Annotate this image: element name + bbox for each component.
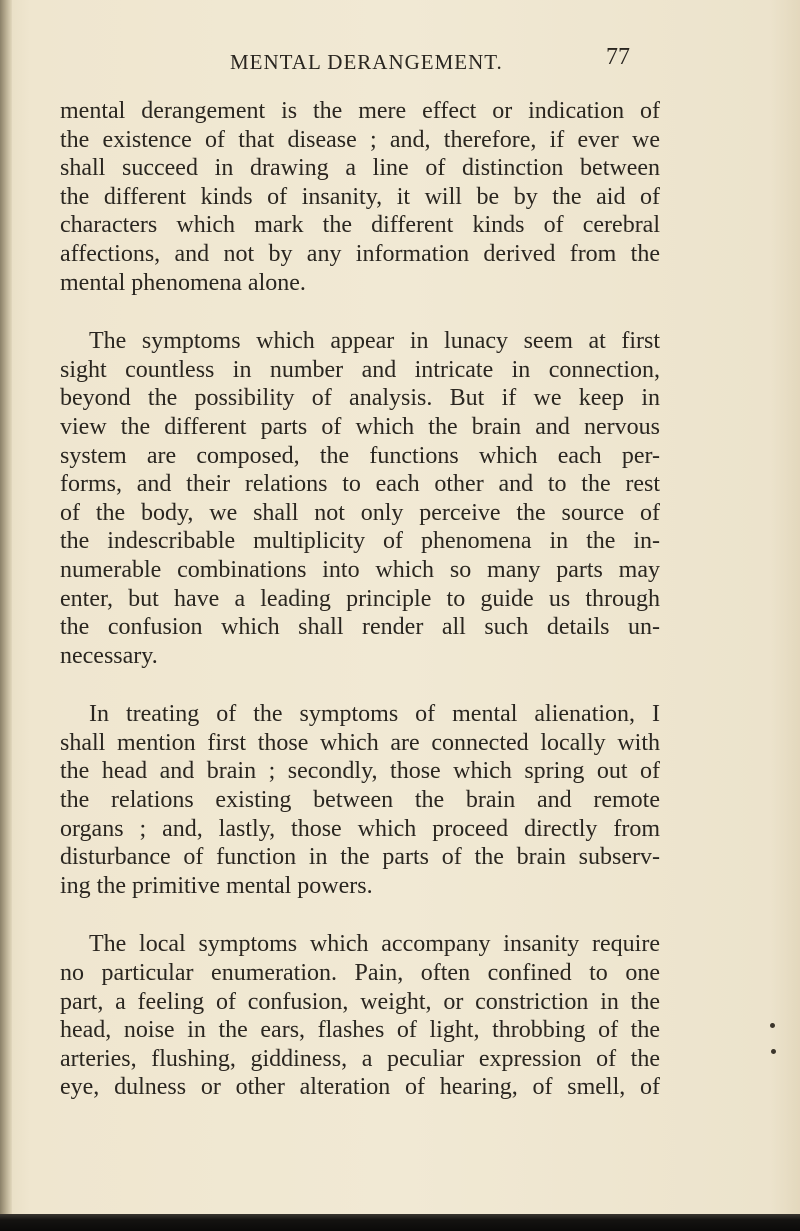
text-line: view the different parts of which the brain and nervous xyxy=(60,413,660,440)
text-line: arteries, flushing, giddiness, a peculiar expression of the xyxy=(60,1045,660,1072)
text-line: the indescribable multiplicity of phenomena in the in- xyxy=(60,528,660,555)
text-line: head, noise in the ears, flashes of light, throbbing of the xyxy=(60,1017,660,1044)
text-line: forms, and their relations to each other and to the rest xyxy=(60,471,660,498)
page-number: 77 xyxy=(606,44,630,70)
text-line: the different kinds of insanity, it will be by the aid of xyxy=(60,183,660,210)
text-line: of the body, we shall not only perceive the source of xyxy=(60,499,660,526)
text-line: the existence of that disease ; and, therefore, if ever we xyxy=(60,126,660,153)
paragraph-3 xyxy=(60,700,660,900)
text-line: disturbance of function in the parts of the brain subserv- xyxy=(60,844,660,871)
text-line: The local symptoms which accompany insanity require xyxy=(89,931,660,958)
text-line: shall succeed in drawing a line of distinction between xyxy=(60,155,660,182)
text-line: organs ; and, lastly, those which proceed directly from xyxy=(60,815,660,842)
text-line: part, a feeling of confusion, weight, or constriction in the xyxy=(60,988,660,1015)
text-line: In treating of the symptoms of mental alienation, I xyxy=(89,701,660,728)
ink-speck xyxy=(770,1023,775,1028)
text-line: the confusion which shall render all such details un- xyxy=(60,614,660,641)
text-line: affections, and not by any information derived from the xyxy=(60,240,660,267)
text-line: eye, dulness or other alteration of hearing, of smell, of xyxy=(60,1074,660,1101)
running-title: MENTAL DERANGEMENT. xyxy=(230,50,503,74)
text-line: the head and brain ; secondly, those which spring out of xyxy=(60,758,660,785)
text-line: enter, but have a leading principle to guide us through xyxy=(60,585,660,612)
text-line: The symptoms which appear in lunacy seem at first xyxy=(89,328,660,355)
text-line: necessary. xyxy=(60,642,158,669)
text-line: numerable combinations into which so many parts may xyxy=(60,556,660,583)
text-line: no particular enumeration. Pain, often confined to one xyxy=(60,960,660,987)
text-line: the relations existing between the brain and remote xyxy=(60,787,660,814)
text-line: mental phenomena alone. xyxy=(60,269,306,296)
page-bottom-edge xyxy=(0,1214,800,1231)
text-line: beyond the possibility of analysis. But if we keep in xyxy=(60,385,660,412)
page-binding-edge xyxy=(0,0,12,1231)
text-line: characters which mark the different kinds of cerebral xyxy=(60,212,660,239)
text-line: system are composed, the functions which each per- xyxy=(60,442,660,469)
paragraph-1 xyxy=(60,97,660,297)
paragraph-2 xyxy=(60,327,660,670)
ink-speck xyxy=(771,1049,776,1054)
text-line: ing the primitive mental powers. xyxy=(60,872,373,899)
paragraph-4 xyxy=(60,930,660,1102)
text-line: shall mention first those which are connected locally with xyxy=(60,729,660,756)
body-text xyxy=(60,97,660,1102)
text-line: mental derangement is the mere effect or indication of xyxy=(60,98,660,124)
text-line: sight countless in number and intricate in connection, xyxy=(60,356,660,383)
